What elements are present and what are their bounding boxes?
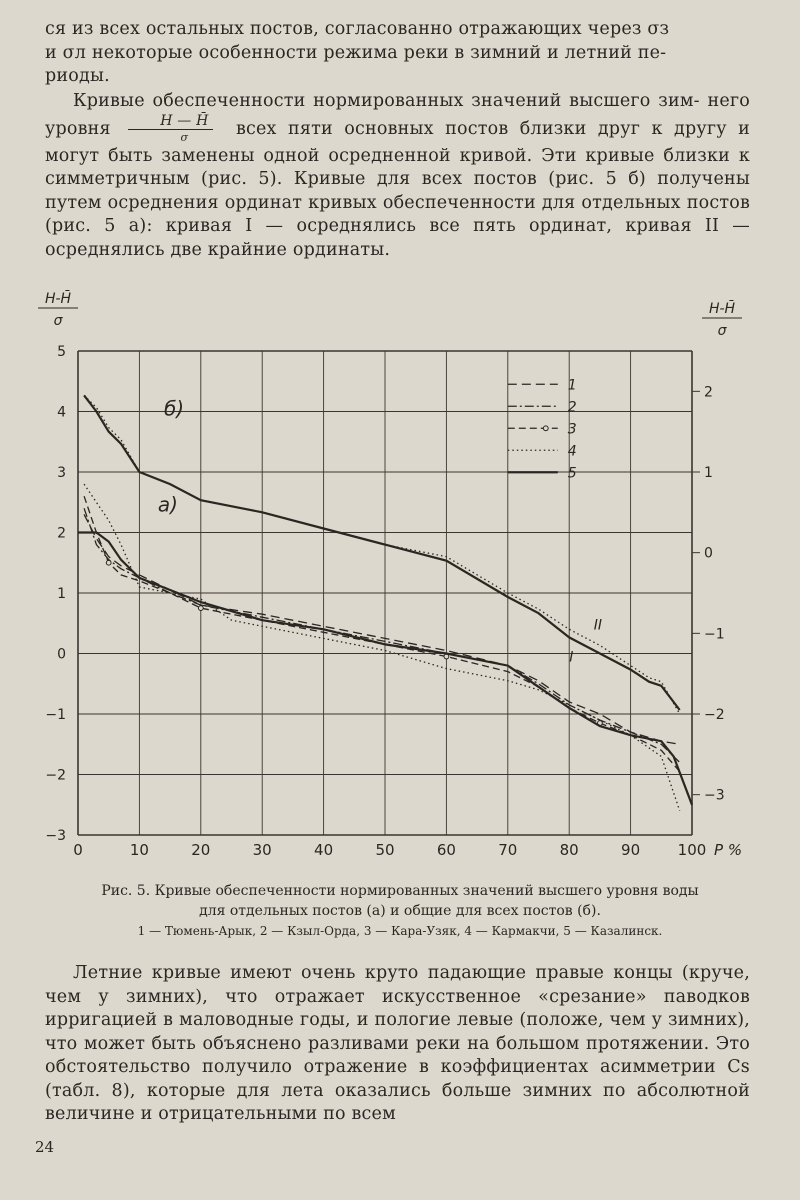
paragraph-summer: Летние кривые имеют очень круто падающие правые концы (круче, чем у зимних), что отражает искусственное «срезание» паводков ирригацией в маловодные годы, и пологие левые (положе, чем у зимних), что может быть объяснено разливами реки на большом протяжении. Это обстоятельство получило отражение в коэффициентах асимметрии Cs (табл. 8), которые для лета оказались больше зимних по абсолютной величине и отрицательными по всем xyxy=(45,963,750,1124)
y-tick-label-right: −3 xyxy=(704,787,725,804)
series-3-point xyxy=(198,606,203,611)
paragraph-curves xyxy=(45,90,750,262)
figure-caption-line2: для отдельных постов (а) и общие для всех постов (б). xyxy=(199,903,601,919)
y-tick-label-left: −1 xyxy=(45,707,66,723)
figure-caption-line1: Рис. 5. Кривые обеспеченности нормированных значений высшего уровня воды xyxy=(101,883,699,899)
y-tick-label-right: 1 xyxy=(704,465,713,481)
text-line: и σл некоторые особенности режима реки в зимний и летний пе- xyxy=(45,42,667,63)
y-tick-label-right: 2 xyxy=(704,384,713,401)
legend-label: 1 xyxy=(567,377,577,394)
text-line: риоды. xyxy=(45,66,110,86)
text-run: всех пяти основных постов близки друг к другу и могут быть заменены одной осредненной кривой. Эти кривые близки к симметричным (рис. 5). Кривые для всех постов (рис. 5 б) получены путем осреднения ординат кривых обеспеченности для отдельных постов (рис. 5 а): кривая I — осреднялись все пять ординат, кривая II — осреднялись две крайние ординаты. xyxy=(45,118,751,260)
fraction xyxy=(128,114,212,145)
legend-label: 4 xyxy=(567,443,577,460)
legend-label: 5 xyxy=(567,465,577,482)
text-run: него уровня xyxy=(45,91,750,139)
x-tick-label: 60 xyxy=(436,841,456,859)
series-a-2 xyxy=(84,508,680,762)
fraction-denominator: σ xyxy=(180,130,189,144)
y-tick-label-right: 0 xyxy=(704,545,713,562)
y-axis-label-right-denominator: σ xyxy=(717,323,727,339)
y-axis-label-left-denominator: σ xyxy=(53,313,63,329)
series-b-II xyxy=(84,395,680,714)
y-tick-label-left: 4 xyxy=(57,404,66,421)
text-line: ся из всех остальных постов, согласованно отражающих через σз xyxy=(45,19,670,39)
y-tick-label-left: 3 xyxy=(57,465,66,481)
y-tick-label-left: 0 xyxy=(57,646,66,663)
page-number: 24 xyxy=(35,1138,55,1156)
series-a-1 xyxy=(84,514,680,744)
x-tick-label: 10 xyxy=(129,841,149,859)
y-tick-label-left: −2 xyxy=(45,767,66,784)
y-axis-label-left-numerator: H-H̄ xyxy=(44,291,72,307)
y-tick-label-left: 1 xyxy=(57,586,66,602)
x-tick-label: 100 xyxy=(677,841,707,859)
series-b-I xyxy=(84,395,680,710)
series-a-3 xyxy=(84,496,680,771)
panel-label-b: б) xyxy=(163,396,185,421)
x-tick-label: 0 xyxy=(73,841,83,859)
legend-marker-3 xyxy=(543,426,548,431)
x-tick-label: 90 xyxy=(621,841,641,859)
legend-label: 2 xyxy=(567,399,577,416)
x-tick-label: 30 xyxy=(252,841,272,859)
x-tick-label: 20 xyxy=(191,841,211,859)
paragraph-intro xyxy=(45,18,750,89)
x-tick-label: 80 xyxy=(559,841,579,859)
x-tick-label: 70 xyxy=(498,841,518,859)
panel-label-a: а) xyxy=(157,492,178,517)
curve-label-II: II xyxy=(593,617,603,634)
text-run: Кривые обеспеченности нормированных значений высшего зим- xyxy=(73,91,700,111)
y-tick-label-left: −3 xyxy=(45,828,66,844)
figure-caption-legend: 1 — Тюмень-Арык, 2 — Кзыл-Орда, 3 — Кара-Узяк, 4 — Кармакчи, 5 — Казалинск. xyxy=(137,924,663,938)
legend-label: 3 xyxy=(567,421,577,438)
y-tick-label-left: 2 xyxy=(57,525,66,542)
series-3-point xyxy=(106,560,111,565)
x-tick-label: 40 xyxy=(314,841,334,859)
y-tick-label-right: −1 xyxy=(704,626,725,643)
y-tick-label-right: −2 xyxy=(704,707,725,723)
x-axis-label: P % xyxy=(714,841,743,859)
x-tick-label: 50 xyxy=(375,841,395,859)
fraction-numerator: H — H̄ xyxy=(128,114,212,130)
curve-label-I: I xyxy=(569,649,574,666)
y-axis-label-right-numerator: H-H̄ xyxy=(708,301,736,317)
y-tick-label-left: 5 xyxy=(57,344,66,360)
probability-chart xyxy=(0,285,800,865)
